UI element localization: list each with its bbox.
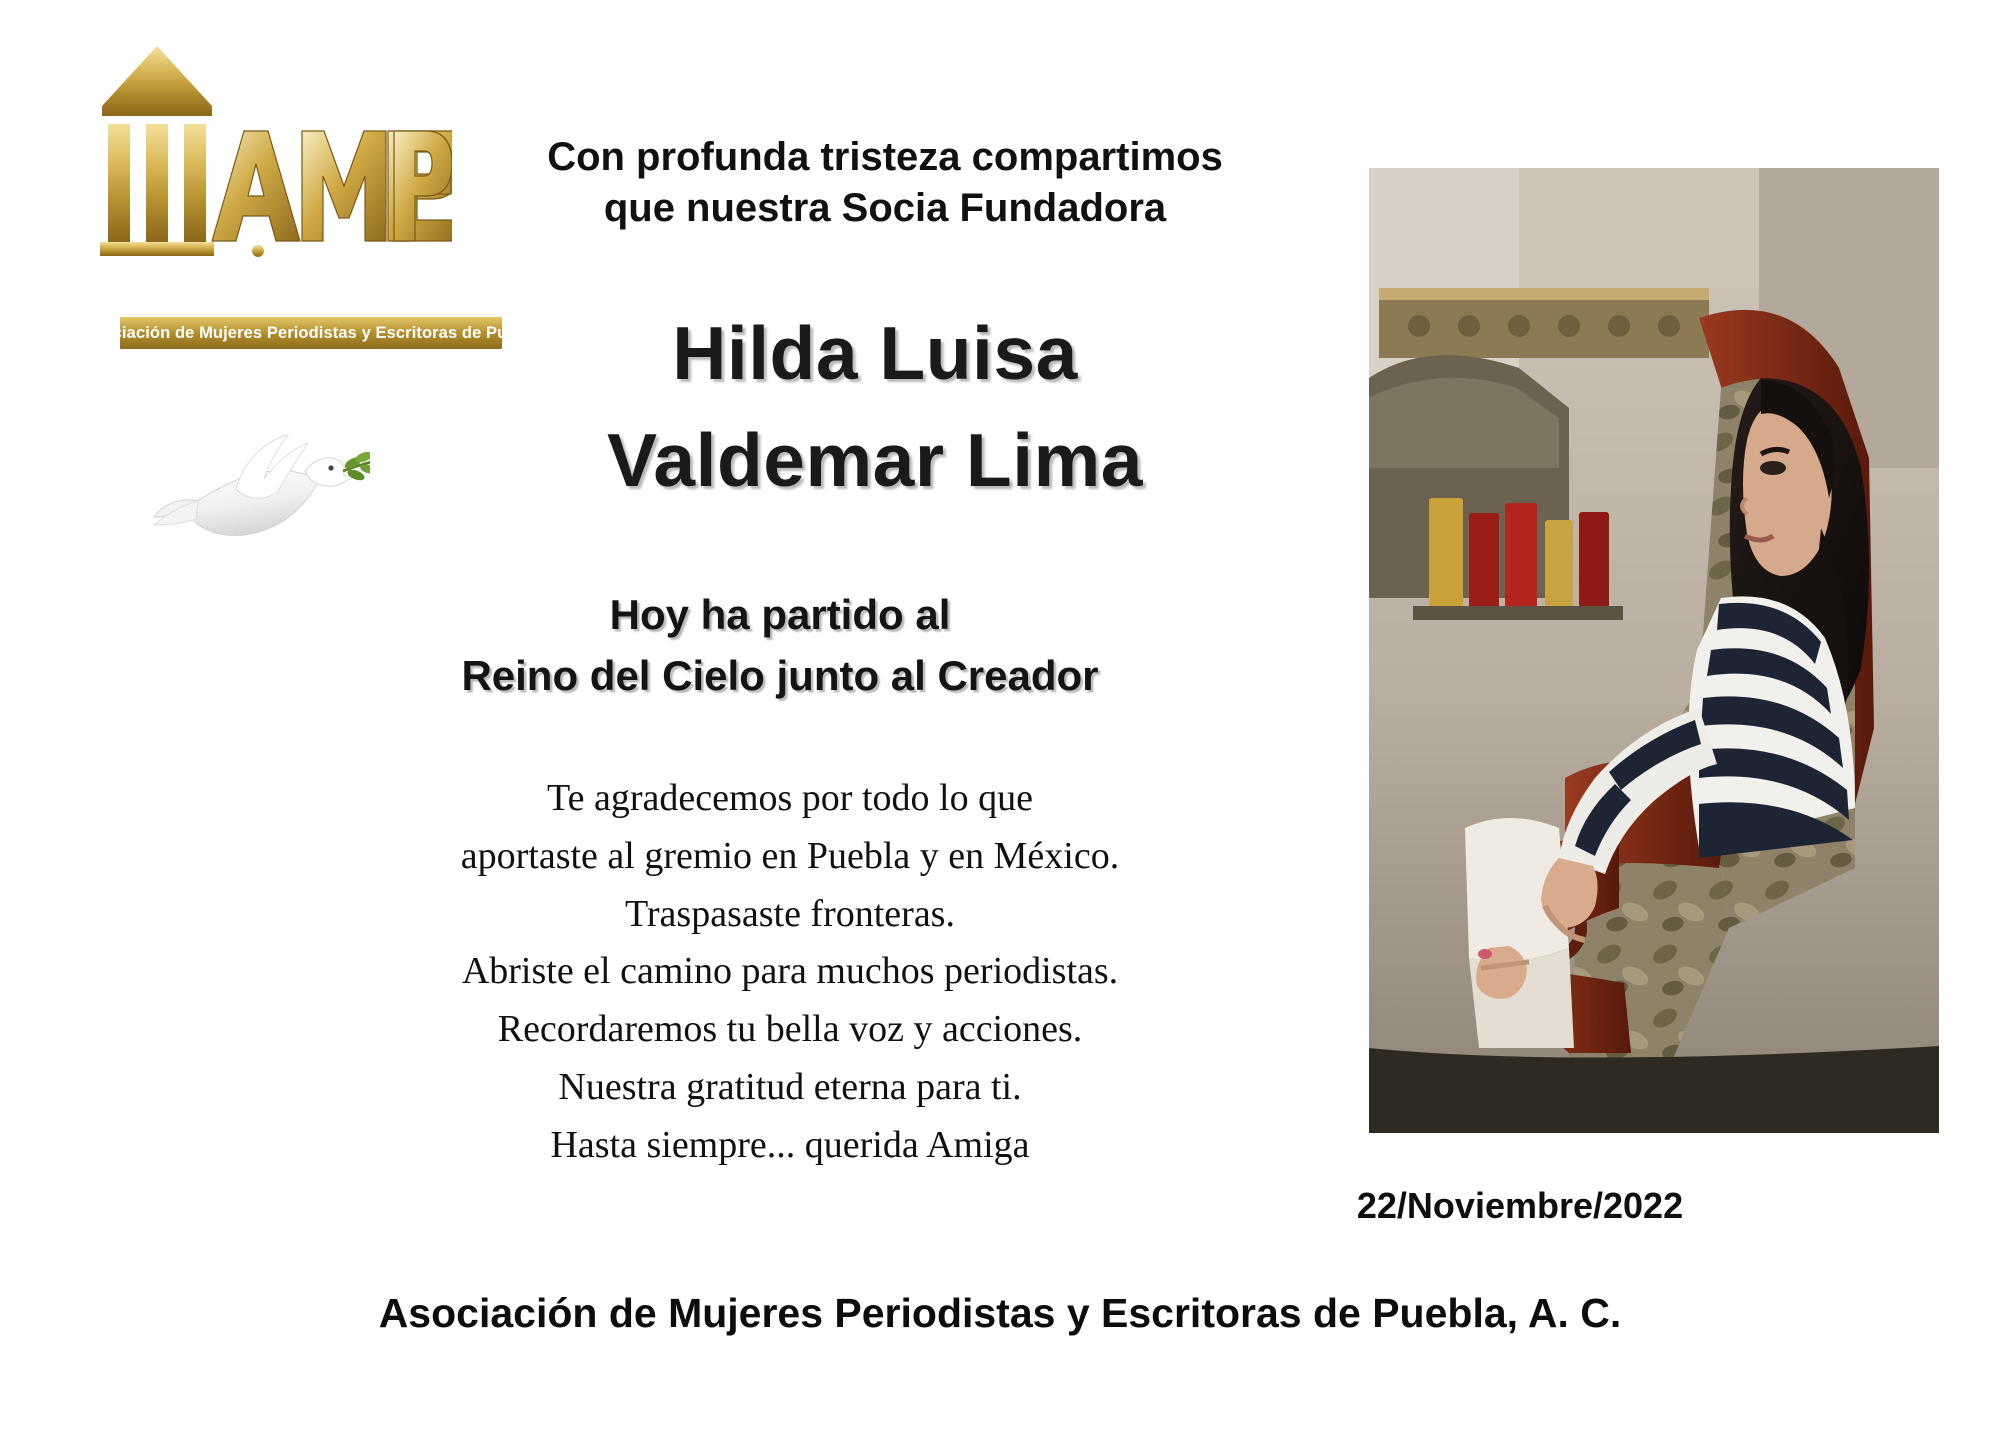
subheadline <box>280 585 1280 707</box>
subhead-line-1: Hoy ha partido al <box>609 591 951 638</box>
tribute-line: Traspasaste fronteras. <box>625 892 955 935</box>
tribute-line: Recordaremos tu bella voz y acciones. <box>497 1008 1083 1050</box>
ampep-logo <box>62 36 541 342</box>
intro-headline <box>420 132 1350 234</box>
ampep-monument-logo-icon <box>62 36 452 271</box>
tribute-line: Te agradecemos por todo lo que <box>547 777 1033 819</box>
tribute-line: Nuestra gratitud eterna para ti. <box>558 1065 1022 1108</box>
name-line-2: Valdemar Lima <box>607 417 1143 502</box>
tribute-line: aportaste al gremio en Puebla y en México. <box>460 834 1120 877</box>
footer-organization: Asociación de Mujeres Periodistas y Escritoras de Puebla, A. C. <box>378 1290 1622 1336</box>
tribute-line: Abriste el camino para muchos periodistas. <box>461 950 1119 993</box>
portrait-photo <box>1369 168 1939 1133</box>
tribute-text <box>250 770 1330 1174</box>
date-text: 22/Noviembre/2022 <box>1356 1185 1684 1226</box>
name-line-1: Hilda Luisa <box>672 311 1078 395</box>
tribute-line: Hasta siempre... querida Amiga <box>550 1123 1030 1166</box>
dove-with-olive-branch-icon <box>140 405 370 585</box>
subhead-line-2: Reino del Cielo junto al Creador <box>461 651 1099 699</box>
intro-line-2: que nuestra Socia Fundadora <box>603 186 1167 231</box>
ampep-tagline: Asociación de Mujeres Periodistas y Escritoras de Puebla <box>81 323 541 342</box>
deceased-name <box>395 300 1355 513</box>
intro-line-1: Con profunda tristeza compartimos <box>547 135 1223 179</box>
